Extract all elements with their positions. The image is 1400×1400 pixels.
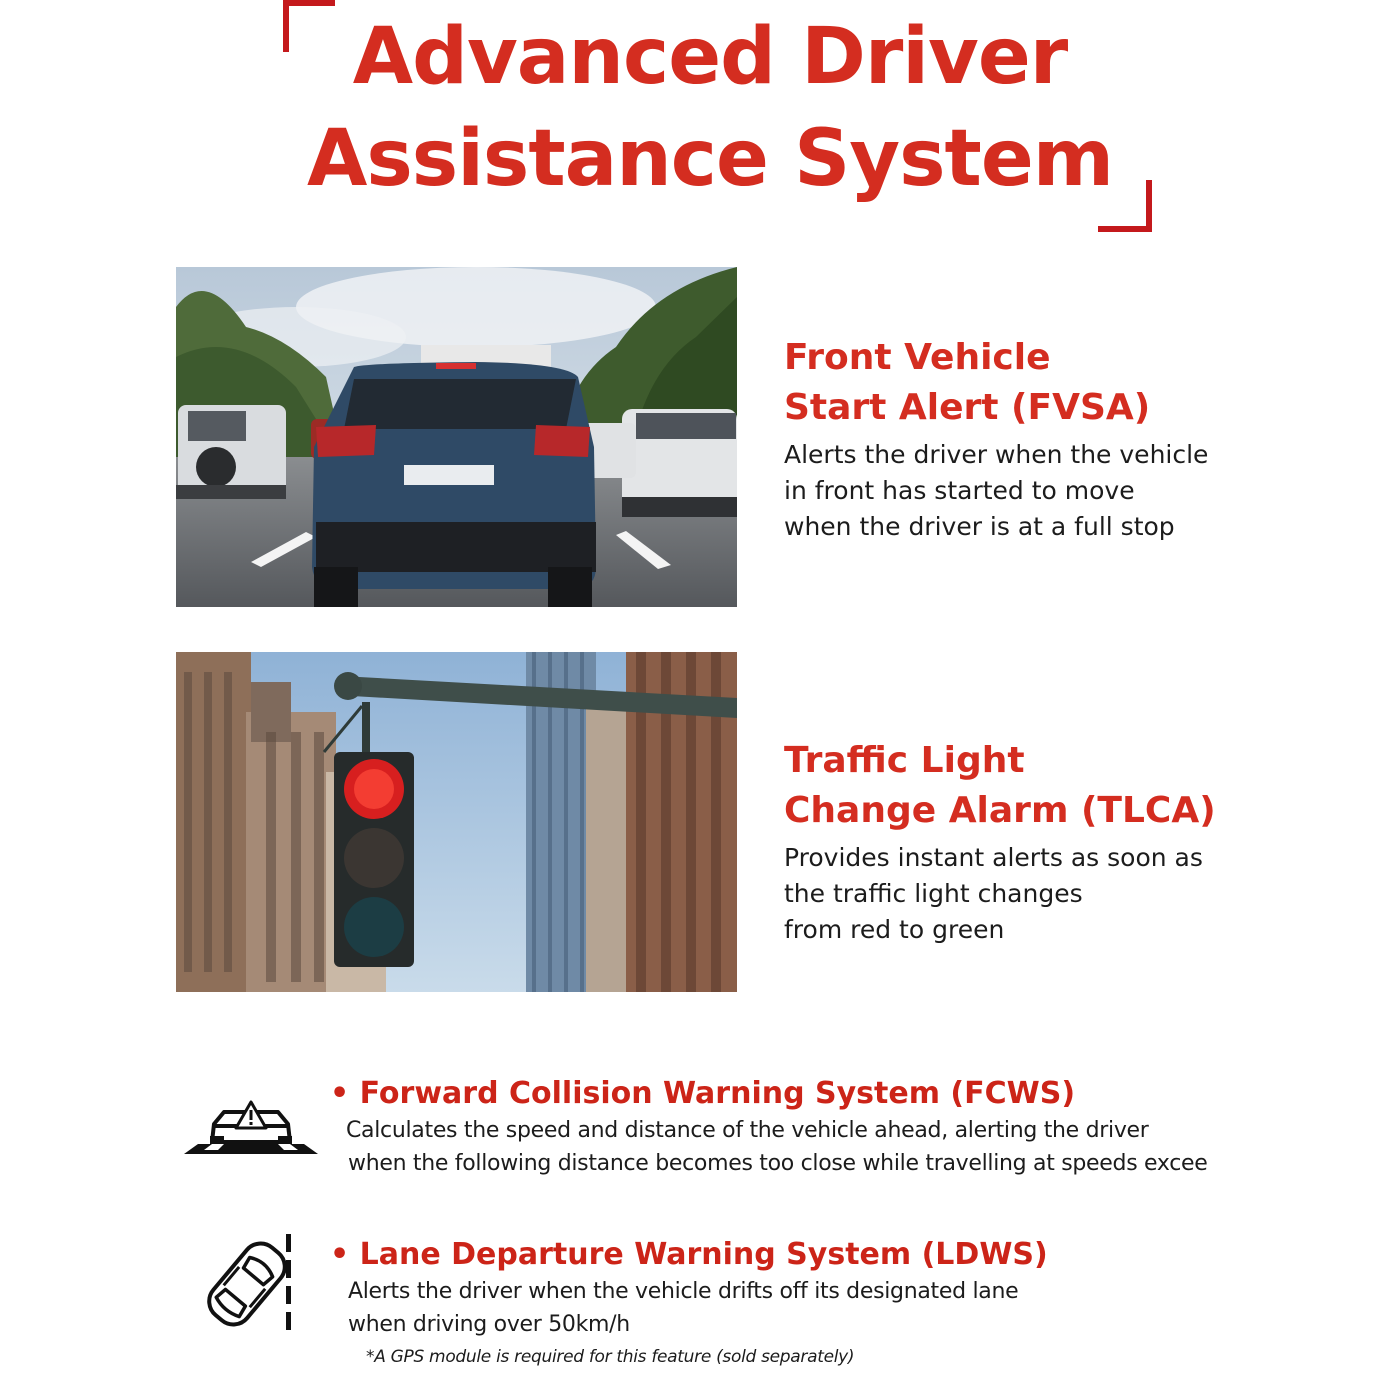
feature-fvsa-title-line-2: Start Alert (FVSA): [784, 387, 1151, 428]
bullet-icon: •: [330, 1076, 350, 1111]
system-fcws-title-text: Forward Collision Warning System (FCWS): [359, 1076, 1076, 1111]
feature-fvsa-title-line-1: Front Vehicle: [784, 337, 1051, 378]
lane-departure-icon: [203, 1232, 299, 1332]
feature-tlca-description: [784, 840, 1384, 948]
feature-tlca-title-line-2: Change Alarm (TLCA): [784, 790, 1216, 831]
feature-fvsa: [784, 333, 1384, 545]
page-title-line-1: Advanced Driver: [352, 12, 1068, 102]
feature-fvsa-desc-line: when the driver is at a full stop: [784, 512, 1175, 541]
feature-fvsa-title: [784, 333, 1384, 433]
system-ldws-description: [348, 1275, 1390, 1374]
system-ldws: [330, 1235, 1390, 1374]
page-title-line-2: Assistance System: [306, 114, 1114, 204]
feature-tlca-title-line-1: Traffic Light: [784, 740, 1025, 781]
system-fcws-desc-line: Calculates the speed and distance of the vehicle ahead, alerting the driver: [346, 1118, 1149, 1143]
feature-tlca-title: [784, 736, 1384, 836]
page-title: [300, 6, 1120, 210]
rear-view-car-traffic-photo: [176, 267, 737, 607]
forward-collision-icon: [184, 1098, 318, 1154]
system-ldws-desc-line: Alerts the driver when the vehicle drifts off its designated lane: [348, 1279, 1019, 1304]
traffic-light-photo: [176, 652, 737, 992]
system-ldws-desc-line: when driving over 50km/h: [348, 1312, 630, 1337]
feature-tlca-desc-line: from red to green: [784, 915, 1005, 944]
bullet-icon: •: [330, 1237, 350, 1272]
system-fcws: [330, 1074, 1390, 1180]
system-ldws-desc-line-with-footnote: [348, 1308, 1390, 1374]
system-ldws-title: [330, 1235, 1390, 1275]
system-fcws-title: [330, 1074, 1390, 1114]
gps-footnote: *A GPS module is required for this feature (sold separately): [366, 1347, 855, 1367]
system-fcws-description: [346, 1114, 1390, 1180]
system-fcws-desc-line: when the following distance becomes too close while travelling at speeds excee: [348, 1151, 1208, 1176]
feature-tlca: [784, 736, 1384, 948]
feature-tlca-desc-line: the traffic light changes: [784, 879, 1083, 908]
feature-fvsa-desc-line: in front has started to move: [784, 476, 1135, 505]
system-ldws-title-text: Lane Departure Warning System (LDWS): [359, 1237, 1048, 1272]
feature-fvsa-description: [784, 437, 1384, 545]
feature-tlca-desc-line: Provides instant alerts as soon as: [784, 843, 1203, 872]
feature-fvsa-desc-line: Alerts the driver when the vehicle: [784, 440, 1209, 469]
